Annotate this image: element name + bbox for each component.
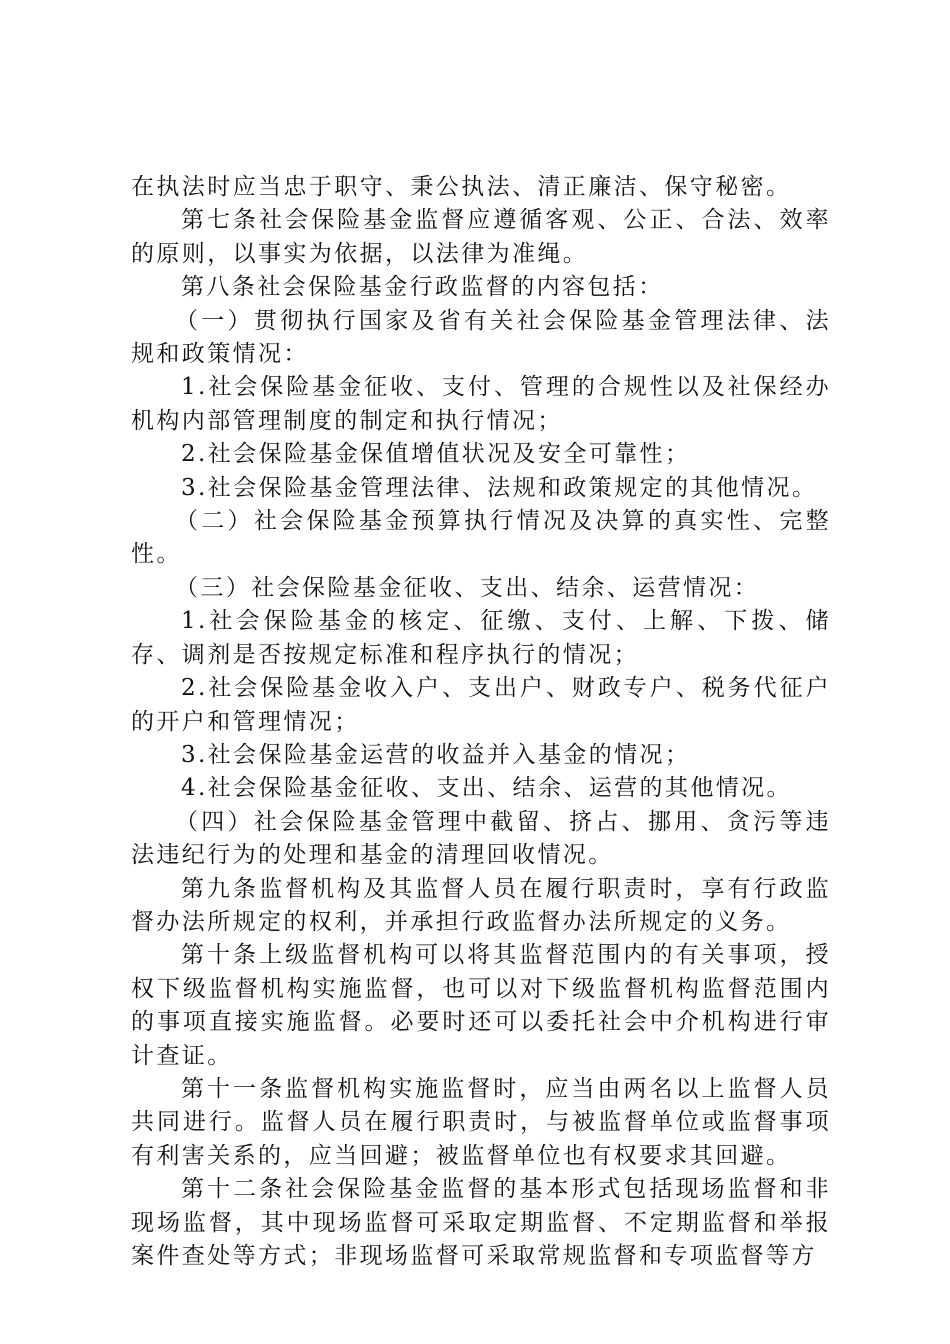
paragraph-article-10: 第十条上级监督机构可以将其监督范围内的有关事项，授权下级监督机构实施监督，也可以对下级监督机构监督范围内的事项直接实施监督。必要时还可以委托社会中介机构进行审计查证。 [131, 942, 831, 1069]
paragraph-article-7: 第七条社会保险基金监督应遵循客观、公正、合法、效率的原则，以事实为依据，以法律为准绳。 [131, 207, 831, 267]
paragraph-subitem: 3.社会保险基金运营的收益并入基金的情况； [181, 741, 691, 768]
paragraph-subitem: 1.社会保险基金的核定、征缴、支付、上解、下拨、储存、调剂是否按规定标准和程序执行的情况； [131, 608, 831, 668]
paragraph-item-1: （一）贯彻执行国家及省有关社会保险基金管理法律、法规和政策情况： [131, 307, 831, 368]
paragraph-subitem: 2.社会保险基金收入户、支出户、财政专户、税务代征户的开户和管理情况； [131, 675, 831, 735]
paragraph-article-8: 第八条社会保险基金行政监督的内容包括： [181, 274, 664, 301]
paragraph-article-12: 第十二条社会保险基金监督的基本形式包括现场监督和非现场监督，其中现场监督可采取定期监督、不定期监督和举报案件查处等方式；非现场监督可采取常规监督和专项监督等方 [131, 1176, 831, 1269]
paragraph: 在执法时应当忠于职守、秉公执法、清正廉洁、保守秘密。 [131, 174, 792, 200]
paragraph-item-3: （三）社会保险基金征收、支出、结余、运营情况： [175, 574, 760, 601]
paragraph-subitem: 4.社会保险基金征收、支出、结余、运营的其他情况。 [181, 775, 792, 802]
paragraph-article-9: 第九条监督机构及其监督人员在履行职责时，享有行政监督办法所规定的权利，并承担行政监督办法所规定的义务。 [131, 875, 831, 935]
document-body [131, 171, 831, 1273]
paragraph-article-11: 第十一条监督机构实施监督时，应当由两名以上监督人员共同进行。监督人员在履行职责时，与被监督单位或监督事项有利害关系的，应当回避；被监督单位也有权要求其回避。 [131, 1075, 831, 1169]
paragraph-subitem: 3.社会保险基金管理法律、法规和政策规定的其他情况。 [181, 474, 818, 501]
paragraph-subitem: 2.社会保险基金保值增值状况及安全可靠性； [181, 441, 691, 468]
paragraph-subitem: 1.社会保险基金征收、支付、管理的合规性以及社保经办机构内部管理制度的制定和执行情况； [131, 374, 831, 434]
paragraph-item-4: （四）社会保险基金管理中截留、挤占、挪用、贪污等违法违纪行为的处理和基金的清理回收情况。 [131, 808, 831, 869]
paragraph-item-2: （二）社会保险基金预算执行情况及决算的真实性、完整性。 [131, 508, 831, 568]
